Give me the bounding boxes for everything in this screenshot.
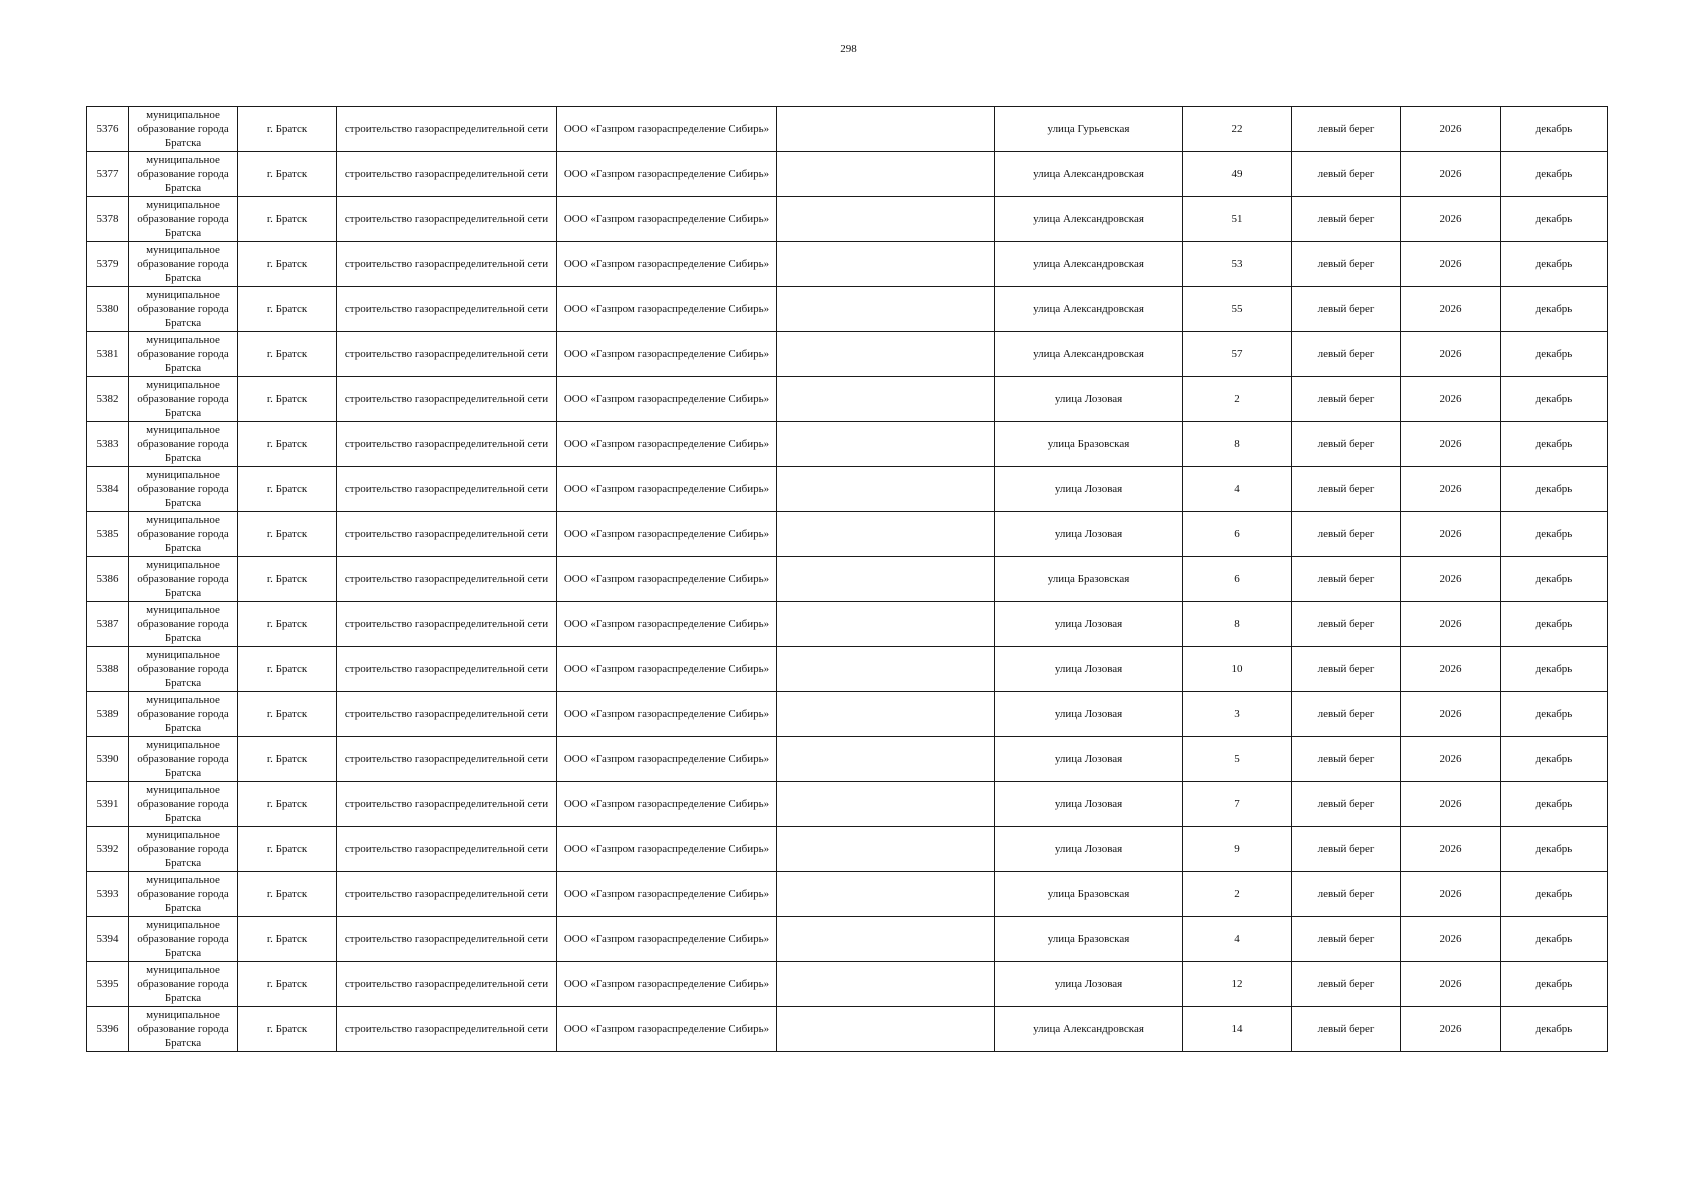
city-cell: г. Братск — [238, 152, 337, 197]
organization-cell: ООО «Газпром газораспределение Сибирь» — [557, 602, 777, 647]
year-cell: 2026 — [1401, 917, 1501, 962]
year-cell: 2026 — [1401, 782, 1501, 827]
empty-cell — [777, 242, 995, 287]
work-type-cell: строительство газораспределительной сети — [337, 827, 557, 872]
street-cell: улица Лозовая — [995, 962, 1183, 1007]
river-bank-cell: левый берег — [1292, 737, 1401, 782]
river-bank-cell: левый берег — [1292, 512, 1401, 557]
organization-cell: ООО «Газпром газораспределение Сибирь» — [557, 872, 777, 917]
street-cell: улица Лозовая — [995, 377, 1183, 422]
work-type-cell: строительство газораспределительной сети — [337, 197, 557, 242]
table-row — [87, 1007, 1608, 1052]
table-row — [87, 737, 1608, 782]
gasification-registry-table — [86, 106, 1608, 1052]
organization-cell: ООО «Газпром газораспределение Сибирь» — [557, 962, 777, 1007]
empty-cell — [777, 692, 995, 737]
month-cell: декабрь — [1501, 917, 1608, 962]
work-type-cell: строительство газораспределительной сети — [337, 602, 557, 647]
organization-cell: ООО «Газпром газораспределение Сибирь» — [557, 377, 777, 422]
row-number-cell: 5376 — [87, 107, 129, 152]
municipality-cell: муниципальное образование города Братска — [129, 557, 238, 602]
month-cell: декабрь — [1501, 962, 1608, 1007]
river-bank-cell: левый берег — [1292, 152, 1401, 197]
river-bank-cell: левый берег — [1292, 692, 1401, 737]
row-number-cell: 5396 — [87, 1007, 129, 1052]
house-number-cell: 2 — [1183, 377, 1292, 422]
row-number-cell: 5391 — [87, 782, 129, 827]
house-number-cell: 9 — [1183, 827, 1292, 872]
row-number-cell: 5395 — [87, 962, 129, 1007]
house-number-cell: 57 — [1183, 332, 1292, 377]
work-type-cell: строительство газораспределительной сети — [337, 917, 557, 962]
house-number-cell: 10 — [1183, 647, 1292, 692]
organization-cell: ООО «Газпром газораспределение Сибирь» — [557, 647, 777, 692]
table-body — [87, 107, 1608, 1052]
house-number-cell: 51 — [1183, 197, 1292, 242]
row-number-cell: 5393 — [87, 872, 129, 917]
year-cell: 2026 — [1401, 512, 1501, 557]
table-row — [87, 692, 1608, 737]
row-number-cell: 5394 — [87, 917, 129, 962]
month-cell: декабрь — [1501, 512, 1608, 557]
organization-cell: ООО «Газпром газораспределение Сибирь» — [557, 467, 777, 512]
month-cell: декабрь — [1501, 1007, 1608, 1052]
table-row — [87, 827, 1608, 872]
row-number-cell: 5389 — [87, 692, 129, 737]
row-number-cell: 5379 — [87, 242, 129, 287]
page-number: 298 — [840, 43, 857, 55]
work-type-cell: строительство газораспределительной сети — [337, 152, 557, 197]
city-cell: г. Братск — [238, 332, 337, 377]
work-type-cell: строительство газораспределительной сети — [337, 422, 557, 467]
river-bank-cell: левый берег — [1292, 872, 1401, 917]
year-cell: 2026 — [1401, 1007, 1501, 1052]
river-bank-cell: левый берег — [1292, 962, 1401, 1007]
river-bank-cell: левый берег — [1292, 242, 1401, 287]
work-type-cell: строительство газораспределительной сети — [337, 467, 557, 512]
table-row — [87, 152, 1608, 197]
table-row — [87, 962, 1608, 1007]
municipality-cell: муниципальное образование города Братска — [129, 332, 238, 377]
organization-cell: ООО «Газпром газораспределение Сибирь» — [557, 422, 777, 467]
house-number-cell: 8 — [1183, 422, 1292, 467]
organization-cell: ООО «Газпром газораспределение Сибирь» — [557, 827, 777, 872]
street-cell: улица Бразовская — [995, 872, 1183, 917]
row-number-cell: 5377 — [87, 152, 129, 197]
street-cell: улица Александровская — [995, 152, 1183, 197]
street-cell: улица Лозовая — [995, 467, 1183, 512]
organization-cell: ООО «Газпром газораспределение Сибирь» — [557, 917, 777, 962]
municipality-cell: муниципальное образование города Братска — [129, 692, 238, 737]
river-bank-cell: левый берег — [1292, 332, 1401, 377]
empty-cell — [777, 377, 995, 422]
year-cell: 2026 — [1401, 422, 1501, 467]
year-cell: 2026 — [1401, 197, 1501, 242]
empty-cell — [777, 737, 995, 782]
work-type-cell: строительство газораспределительной сети — [337, 557, 557, 602]
row-number-cell: 5380 — [87, 287, 129, 332]
year-cell: 2026 — [1401, 872, 1501, 917]
city-cell: г. Братск — [238, 512, 337, 557]
river-bank-cell: левый берег — [1292, 197, 1401, 242]
row-number-cell: 5387 — [87, 602, 129, 647]
table-row — [87, 467, 1608, 512]
work-type-cell: строительство газораспределительной сети — [337, 332, 557, 377]
organization-cell: ООО «Газпром газораспределение Сибирь» — [557, 692, 777, 737]
empty-cell — [777, 107, 995, 152]
city-cell: г. Братск — [238, 287, 337, 332]
river-bank-cell: левый берег — [1292, 782, 1401, 827]
work-type-cell: строительство газораспределительной сети — [337, 872, 557, 917]
year-cell: 2026 — [1401, 827, 1501, 872]
month-cell: декабрь — [1501, 647, 1608, 692]
house-number-cell: 55 — [1183, 287, 1292, 332]
year-cell: 2026 — [1401, 962, 1501, 1007]
table-row — [87, 287, 1608, 332]
river-bank-cell: левый берег — [1292, 647, 1401, 692]
organization-cell: ООО «Газпром газораспределение Сибирь» — [557, 782, 777, 827]
city-cell: г. Братск — [238, 242, 337, 287]
row-number-cell: 5386 — [87, 557, 129, 602]
house-number-cell: 6 — [1183, 512, 1292, 557]
municipality-cell: муниципальное образование города Братска — [129, 152, 238, 197]
year-cell: 2026 — [1401, 152, 1501, 197]
work-type-cell: строительство газораспределительной сети — [337, 737, 557, 782]
empty-cell — [777, 512, 995, 557]
month-cell: декабрь — [1501, 827, 1608, 872]
organization-cell: ООО «Газпром газораспределение Сибирь» — [557, 197, 777, 242]
month-cell: декабрь — [1501, 692, 1608, 737]
table-row — [87, 782, 1608, 827]
work-type-cell: строительство газораспределительной сети — [337, 782, 557, 827]
table-row — [87, 377, 1608, 422]
organization-cell: ООО «Газпром газораспределение Сибирь» — [557, 152, 777, 197]
table-row — [87, 422, 1608, 467]
table-row — [87, 917, 1608, 962]
empty-cell — [777, 872, 995, 917]
month-cell: декабрь — [1501, 377, 1608, 422]
municipality-cell: муниципальное образование города Братска — [129, 782, 238, 827]
city-cell: г. Братск — [238, 782, 337, 827]
house-number-cell: 22 — [1183, 107, 1292, 152]
work-type-cell: строительство газораспределительной сети — [337, 1007, 557, 1052]
city-cell: г. Братск — [238, 107, 337, 152]
row-number-cell: 5381 — [87, 332, 129, 377]
house-number-cell: 12 — [1183, 962, 1292, 1007]
empty-cell — [777, 467, 995, 512]
year-cell: 2026 — [1401, 602, 1501, 647]
municipality-cell: муниципальное образование города Братска — [129, 467, 238, 512]
municipality-cell: муниципальное образование города Братска — [129, 602, 238, 647]
work-type-cell: строительство газораспределительной сети — [337, 962, 557, 1007]
work-type-cell: строительство газораспределительной сети — [337, 692, 557, 737]
river-bank-cell: левый берег — [1292, 107, 1401, 152]
empty-cell — [777, 197, 995, 242]
city-cell: г. Братск — [238, 737, 337, 782]
organization-cell: ООО «Газпром газораспределение Сибирь» — [557, 1007, 777, 1052]
month-cell: декабрь — [1501, 737, 1608, 782]
house-number-cell: 4 — [1183, 467, 1292, 512]
city-cell: г. Братск — [238, 602, 337, 647]
work-type-cell: строительство газораспределительной сети — [337, 107, 557, 152]
table-row — [87, 242, 1608, 287]
work-type-cell: строительство газораспределительной сети — [337, 287, 557, 332]
organization-cell: ООО «Газпром газораспределение Сибирь» — [557, 557, 777, 602]
river-bank-cell: левый берег — [1292, 377, 1401, 422]
month-cell: декабрь — [1501, 422, 1608, 467]
municipality-cell: муниципальное образование города Братска — [129, 197, 238, 242]
row-number-cell: 5382 — [87, 377, 129, 422]
river-bank-cell: левый берег — [1292, 827, 1401, 872]
year-cell: 2026 — [1401, 557, 1501, 602]
month-cell: декабрь — [1501, 602, 1608, 647]
river-bank-cell: левый берег — [1292, 287, 1401, 332]
house-number-cell: 14 — [1183, 1007, 1292, 1052]
street-cell: улица Лозовая — [995, 647, 1183, 692]
month-cell: декабрь — [1501, 467, 1608, 512]
municipality-cell: муниципальное образование города Братска — [129, 872, 238, 917]
work-type-cell: строительство газораспределительной сети — [337, 242, 557, 287]
organization-cell: ООО «Газпром газораспределение Сибирь» — [557, 737, 777, 782]
municipality-cell: муниципальное образование города Братска — [129, 107, 238, 152]
city-cell: г. Братск — [238, 197, 337, 242]
year-cell: 2026 — [1401, 287, 1501, 332]
work-type-cell: строительство газораспределительной сети — [337, 647, 557, 692]
city-cell: г. Братск — [238, 557, 337, 602]
empty-cell — [777, 917, 995, 962]
table-row — [87, 872, 1608, 917]
street-cell: улица Александровская — [995, 197, 1183, 242]
month-cell: декабрь — [1501, 152, 1608, 197]
river-bank-cell: левый берег — [1292, 917, 1401, 962]
municipality-cell: муниципальное образование города Братска — [129, 737, 238, 782]
month-cell: декабрь — [1501, 332, 1608, 377]
river-bank-cell: левый берег — [1292, 1007, 1401, 1052]
table-row — [87, 557, 1608, 602]
river-bank-cell: левый берег — [1292, 602, 1401, 647]
table-row — [87, 647, 1608, 692]
street-cell: улица Лозовая — [995, 827, 1183, 872]
month-cell: декабрь — [1501, 287, 1608, 332]
house-number-cell: 53 — [1183, 242, 1292, 287]
year-cell: 2026 — [1401, 737, 1501, 782]
row-number-cell: 5384 — [87, 467, 129, 512]
row-number-cell: 5392 — [87, 827, 129, 872]
empty-cell — [777, 647, 995, 692]
organization-cell: ООО «Газпром газораспределение Сибирь» — [557, 332, 777, 377]
empty-cell — [777, 1007, 995, 1052]
table-row — [87, 512, 1608, 557]
house-number-cell: 4 — [1183, 917, 1292, 962]
city-cell: г. Братск — [238, 962, 337, 1007]
table-row — [87, 602, 1608, 647]
table-row — [87, 107, 1608, 152]
street-cell: улица Лозовая — [995, 782, 1183, 827]
row-number-cell: 5388 — [87, 647, 129, 692]
street-cell: улица Александровская — [995, 1007, 1183, 1052]
empty-cell — [777, 602, 995, 647]
house-number-cell: 2 — [1183, 872, 1292, 917]
empty-cell — [777, 422, 995, 467]
month-cell: декабрь — [1501, 872, 1608, 917]
street-cell: улица Бразовская — [995, 422, 1183, 467]
city-cell: г. Братск — [238, 872, 337, 917]
house-number-cell: 49 — [1183, 152, 1292, 197]
street-cell: улица Бразовская — [995, 917, 1183, 962]
year-cell: 2026 — [1401, 107, 1501, 152]
row-number-cell: 5385 — [87, 512, 129, 557]
table-row — [87, 197, 1608, 242]
river-bank-cell: левый берег — [1292, 557, 1401, 602]
year-cell: 2026 — [1401, 377, 1501, 422]
month-cell: декабрь — [1501, 557, 1608, 602]
street-cell: улица Лозовая — [995, 512, 1183, 557]
municipality-cell: муниципальное образование города Братска — [129, 917, 238, 962]
organization-cell: ООО «Газпром газораспределение Сибирь» — [557, 512, 777, 557]
month-cell: декабрь — [1501, 107, 1608, 152]
row-number-cell: 5378 — [87, 197, 129, 242]
house-number-cell: 7 — [1183, 782, 1292, 827]
month-cell: декабрь — [1501, 242, 1608, 287]
street-cell: улица Александровская — [995, 332, 1183, 377]
year-cell: 2026 — [1401, 332, 1501, 377]
river-bank-cell: левый берег — [1292, 467, 1401, 512]
year-cell: 2026 — [1401, 692, 1501, 737]
month-cell: декабрь — [1501, 197, 1608, 242]
house-number-cell: 8 — [1183, 602, 1292, 647]
river-bank-cell: левый берег — [1292, 422, 1401, 467]
city-cell: г. Братск — [238, 422, 337, 467]
year-cell: 2026 — [1401, 242, 1501, 287]
municipality-cell: муниципальное образование города Братска — [129, 827, 238, 872]
empty-cell — [777, 962, 995, 1007]
municipality-cell: муниципальное образование города Братска — [129, 962, 238, 1007]
organization-cell: ООО «Газпром газораспределение Сибирь» — [557, 107, 777, 152]
empty-cell — [777, 332, 995, 377]
municipality-cell: муниципальное образование города Братска — [129, 647, 238, 692]
year-cell: 2026 — [1401, 647, 1501, 692]
table-row — [87, 332, 1608, 377]
empty-cell — [777, 557, 995, 602]
empty-cell — [777, 827, 995, 872]
city-cell: г. Братск — [238, 1007, 337, 1052]
work-type-cell: строительство газораспределительной сети — [337, 377, 557, 422]
organization-cell: ООО «Газпром газораспределение Сибирь» — [557, 287, 777, 332]
city-cell: г. Братск — [238, 467, 337, 512]
city-cell: г. Братск — [238, 827, 337, 872]
municipality-cell: муниципальное образование города Братска — [129, 512, 238, 557]
empty-cell — [777, 782, 995, 827]
street-cell: улица Александровская — [995, 287, 1183, 332]
municipality-cell: муниципальное образование города Братска — [129, 242, 238, 287]
street-cell: улица Лозовая — [995, 692, 1183, 737]
house-number-cell: 5 — [1183, 737, 1292, 782]
empty-cell — [777, 287, 995, 332]
house-number-cell: 3 — [1183, 692, 1292, 737]
city-cell: г. Братск — [238, 377, 337, 422]
street-cell: улица Александровская — [995, 242, 1183, 287]
street-cell: улица Бразовская — [995, 557, 1183, 602]
municipality-cell: муниципальное образование города Братска — [129, 422, 238, 467]
empty-cell — [777, 152, 995, 197]
municipality-cell: муниципальное образование города Братска — [129, 1007, 238, 1052]
row-number-cell: 5390 — [87, 737, 129, 782]
municipality-cell: муниципальное образование города Братска — [129, 287, 238, 332]
year-cell: 2026 — [1401, 467, 1501, 512]
street-cell: улица Гурьевская — [995, 107, 1183, 152]
street-cell: улица Лозовая — [995, 737, 1183, 782]
municipality-cell: муниципальное образование города Братска — [129, 377, 238, 422]
month-cell: декабрь — [1501, 782, 1608, 827]
work-type-cell: строительство газораспределительной сети — [337, 512, 557, 557]
city-cell: г. Братск — [238, 692, 337, 737]
house-number-cell: 6 — [1183, 557, 1292, 602]
row-number-cell: 5383 — [87, 422, 129, 467]
street-cell: улица Лозовая — [995, 602, 1183, 647]
city-cell: г. Братск — [238, 647, 337, 692]
city-cell: г. Братск — [238, 917, 337, 962]
organization-cell: ООО «Газпром газораспределение Сибирь» — [557, 242, 777, 287]
